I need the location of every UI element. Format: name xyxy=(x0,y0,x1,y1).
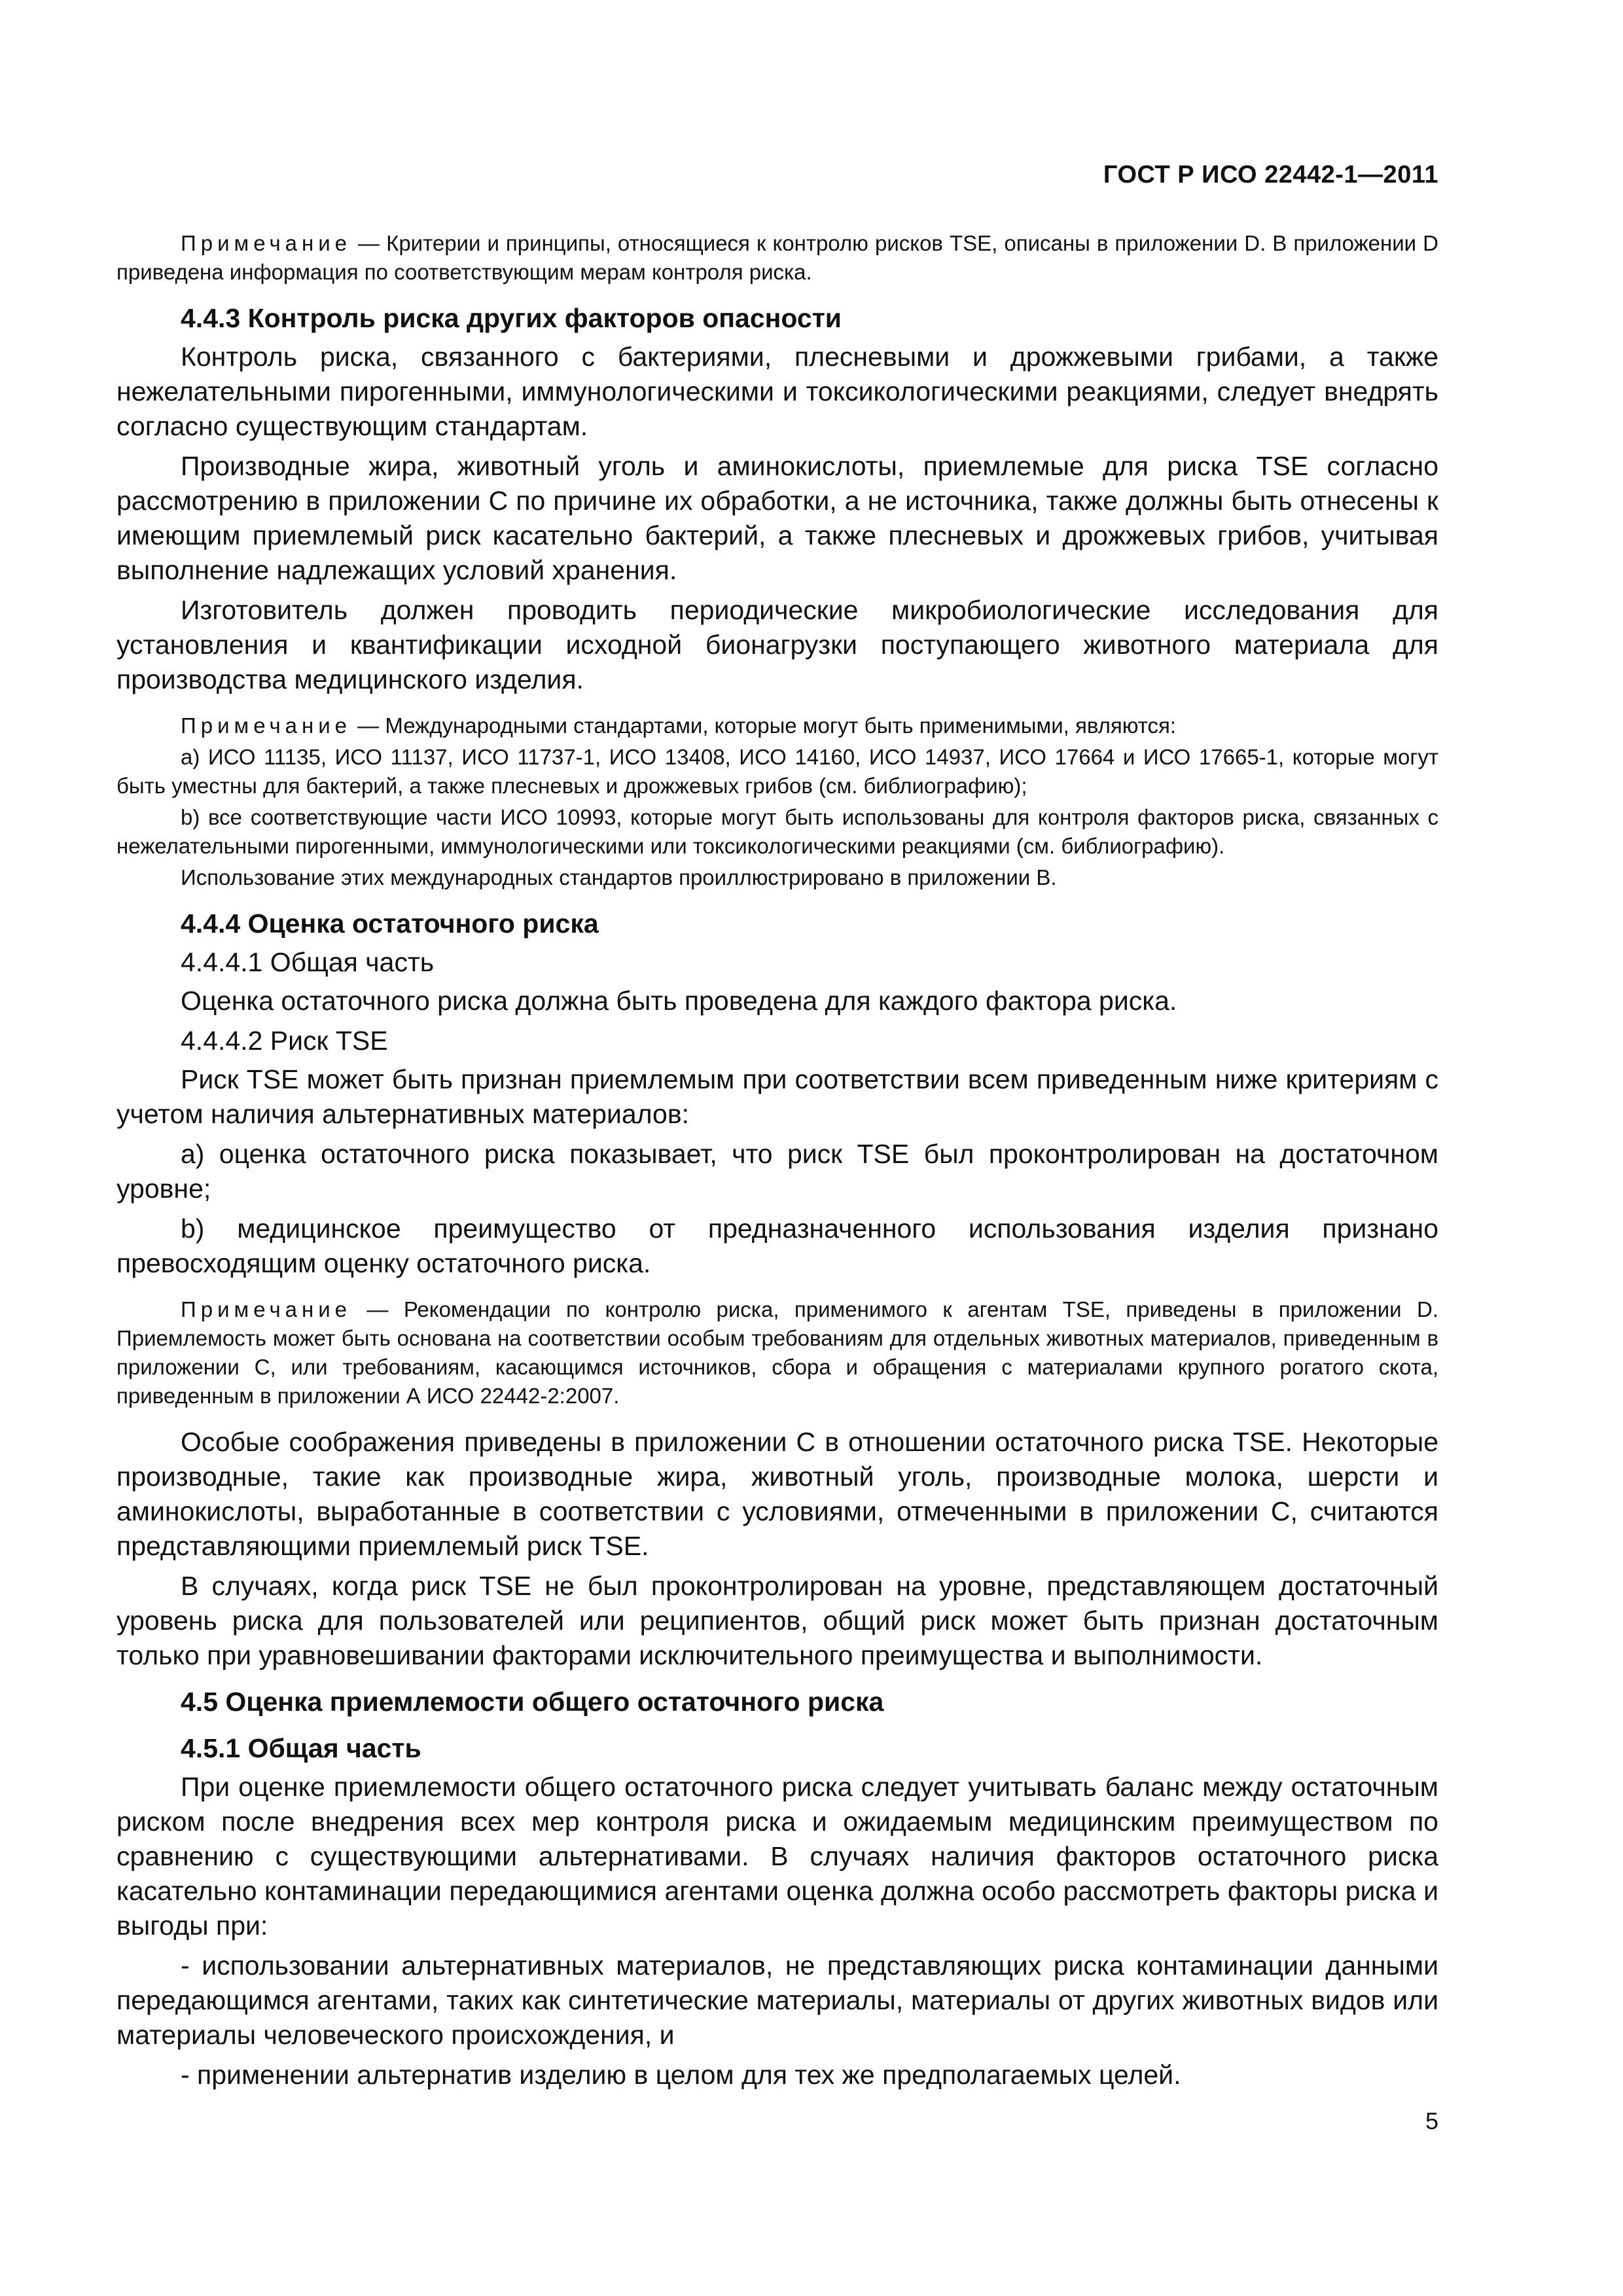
list-item: a) оценка остаточного риска показывает, что риск TSE был проконтролирован на достаточном уровне; xyxy=(116,1139,1438,1204)
body-paragraph: Оценка остаточного риска должна быть проведена для каждого фактора риска. xyxy=(181,986,1177,1016)
note-paragraph xyxy=(116,229,1438,287)
list-item: - применении альтернатив изделию в целом для тех же предполагаемых целей. xyxy=(181,2060,1181,2090)
note-text: — Рекомендации по контролю риска, применимого к агентам TSE, приведены в приложении D. Приемлемость может быть основана на соответствии особым требованиям для отдельных животных материалов, приведенным в приложении С, или требованиям, касающимся источников, сбора и обращения с материалами крупного рогатого скота, приведенным в приложении А ИСО 22442-2:2007. xyxy=(116,1297,1438,1408)
body-paragraph: Производные жира, животный уголь и аминокислоты, приемлемые для риска TSE согласно рассмотрению в приложении С по причине их обработки, а не источника, также должны быть отнесены к имеющим приемлемый риск касательно бактерий, а также плесневых и дрожжевых грибов, учитывая выполнение надлежащих условий хранения. xyxy=(116,451,1438,585)
note-label: Примечание xyxy=(181,231,352,255)
subsection-heading-4-4-4-1: 4.4.4.1 Общая часть xyxy=(181,947,435,977)
section-heading-4-4-3: 4.4.3 Контроль риска других факторов опасности xyxy=(181,303,842,333)
section-heading-4-4-4: 4.4.4 Оценка остаточного риска xyxy=(181,908,599,939)
body-paragraph: Особые соображения приведены в приложении С в отношении остаточного риска TSE. Некоторые производные, такие как производные жира, животный уголь, производные молока, шерсти и аминокислоты, выработанные в соответствии с условиями, отмеченными в приложении С, считаются представляющими приемлемый риск TSE. xyxy=(116,1427,1438,1561)
document-body xyxy=(116,229,1438,2098)
note-list-item: b) все соответствующие части ИСО 10993, которые могут быть использованы для контроля факторов риска, связанных с нежелательными пирогенными, иммунологическими или токсикологическими реакциями (см. библиографию). xyxy=(116,805,1438,858)
section-heading-4-5-1: 4.5.1 Общая часть xyxy=(181,1733,421,1763)
list-item: - использовании альтернативных материалов, не представляющих риска контаминации данными передающимся агентами, таких как синтетические материалы, материалы от других животных видов или материалы человеческого происхождения, и xyxy=(116,1950,1438,2050)
note-paragraph xyxy=(116,1295,1438,1410)
note-label: Примечание xyxy=(181,1297,352,1321)
section-heading-4-5: 4.5 Оценка приемлемости общего остаточного риска xyxy=(181,1687,884,1717)
list-item: b) медицинское преимущество от предназначенного использования изделия признано превосходящим оценку остаточного риска. xyxy=(116,1213,1438,1278)
note-label: Примечание xyxy=(181,713,352,738)
body-paragraph: В случаях, когда риск TSE не был проконтролирован на уровне, представляющем достаточный уровень риска для пользователей или реципиентов, общий риск может быть признан достаточным только при уравновешивании факторами исключительного преимущества и выполнимости. xyxy=(116,1571,1438,1670)
note-paragraph xyxy=(116,711,1438,740)
body-paragraph: Риск TSE может быть признан приемлемым при соответствии всем приведенным ниже критериям с учетом наличия альтернативных материалов: xyxy=(116,1064,1438,1129)
subsection-heading-4-4-4-2: 4.4.4.2 Риск TSE xyxy=(181,1026,388,1056)
note-list-item: a) ИСО 11135, ИСО 11137, ИСО 11737-1, ИСО 13408, ИСО 14160, ИСО 14937, ИСО 17664 и ИСО 17665-1, которые могут быть уместны для бактерий, а также плесневых и дрожжевых грибов (см. библиографию); xyxy=(116,745,1438,798)
body-paragraph: Контроль риска, связанного с бактериями, плесневыми и дрожжевыми грибами, а также нежелательными пирогенными, иммунологическими и токсикологическими реакциями, следует внедрять согласно существующим стандартам. xyxy=(116,342,1438,441)
document-header: ГОСТ Р ИСО 22442-1—2011 xyxy=(1103,161,1438,188)
note-paragraph: Использование этих международных стандартов проиллюстрировано в приложении В. xyxy=(181,865,1057,889)
page-number: 5 xyxy=(1425,2108,1438,2134)
body-paragraph: Изготовитель должен проводить периодические микробиологические исследования для установления и квантификации исходной бионагрузки поступающего животного материала для производства медицинского изделия. xyxy=(116,595,1438,694)
body-paragraph: При оценке приемлемости общего остаточного риска следует учитывать баланс между остаточным риском после внедрения всех мер контроля риска и ожидаемым медицинским преимуществом по сравнению с существующими альтернативами. В случаях наличия факторов остаточного риска касательно контаминации передающимися агентами оценка должна особо рассмотреть факторы риска и выгоды при: xyxy=(116,1772,1438,1941)
note-text: — Критерии и принципы, относящиеся к контролю рисков TSE, описаны в приложении D. В приложении D приведена информация по соответствующим мерам контроля риска. xyxy=(116,231,1438,284)
note-text: — Международными стандартами, которые могут быть применимыми, являются: xyxy=(351,713,1177,738)
